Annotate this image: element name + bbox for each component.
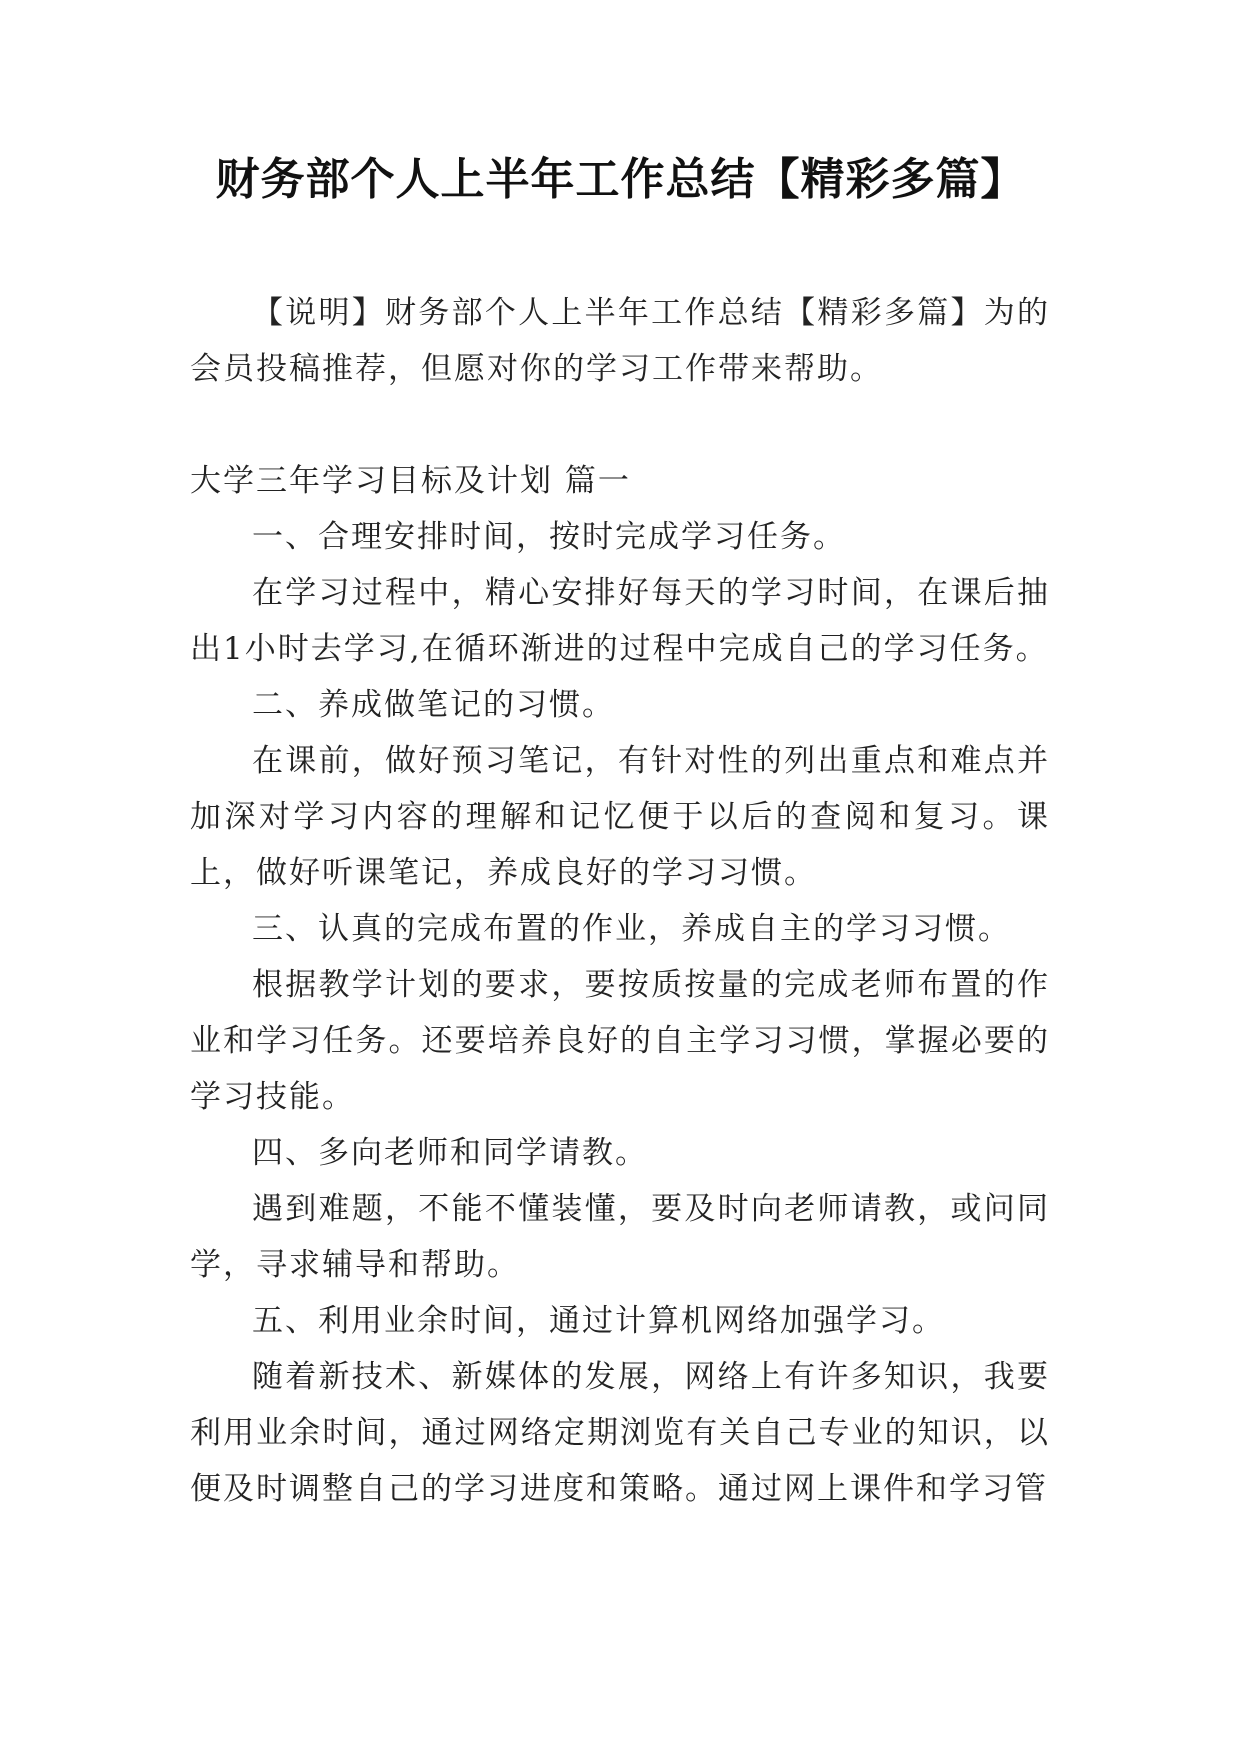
document-title: 财务部个人上半年工作总结【精彩多篇】 xyxy=(215,154,1026,205)
intro-paragraph: 【说明】财务部个人上半年工作总结【精彩多篇】为的会员投稿推荐，但愿对你的学习工作带来帮助。 xyxy=(190,295,1050,387)
point-heading-5: 五、利用业余时间，通过计算机网络加强学习。 xyxy=(252,1303,945,1339)
point-body-1: 在学习过程中，精心安排好每天的学习时间，在课后抽出1小时去学习,在循环渐进的过程中完成自己的学习任务。 xyxy=(190,575,1050,667)
point-heading-1: 一、合理安排时间，按时完成学习任务。 xyxy=(252,519,846,555)
point-body-5: 随着新技术、新媒体的发展，网络上有许多知识，我要利用业余时间，通过网络定期浏览有关自己专业的知识，以便及时调整自己的学习进度和策略。通过网上课件和学习管 xyxy=(190,1359,1050,1507)
point-body-2: 在课前，做好预习笔记，有针对性的列出重点和难点并加深对学习内容的理解和记忆便于以后的查阅和复习。课上，做好听课笔记，养成良好的学习习惯。 xyxy=(190,743,1050,891)
point-heading-3: 三、认真的完成布置的作业，养成自主的学习习惯。 xyxy=(252,911,1011,947)
document-body xyxy=(190,285,1050,1517)
paragraph-gap xyxy=(190,397,1050,453)
point-body-4: 遇到难题，不能不懂装懂，要及时向老师请教，或问同学，寻求辅导和帮助。 xyxy=(190,1191,1050,1283)
section-heading: 大学三年学习目标及计划 篇一 xyxy=(190,463,631,499)
point-body-3: 根据教学计划的要求，要按质按量的完成老师布置的作业和学习任务。还要培养良好的自主学习习惯，掌握必要的学习技能。 xyxy=(190,967,1050,1115)
point-heading-2: 二、养成做笔记的习惯。 xyxy=(252,687,615,723)
point-heading-4: 四、多向老师和同学请教。 xyxy=(252,1135,648,1171)
